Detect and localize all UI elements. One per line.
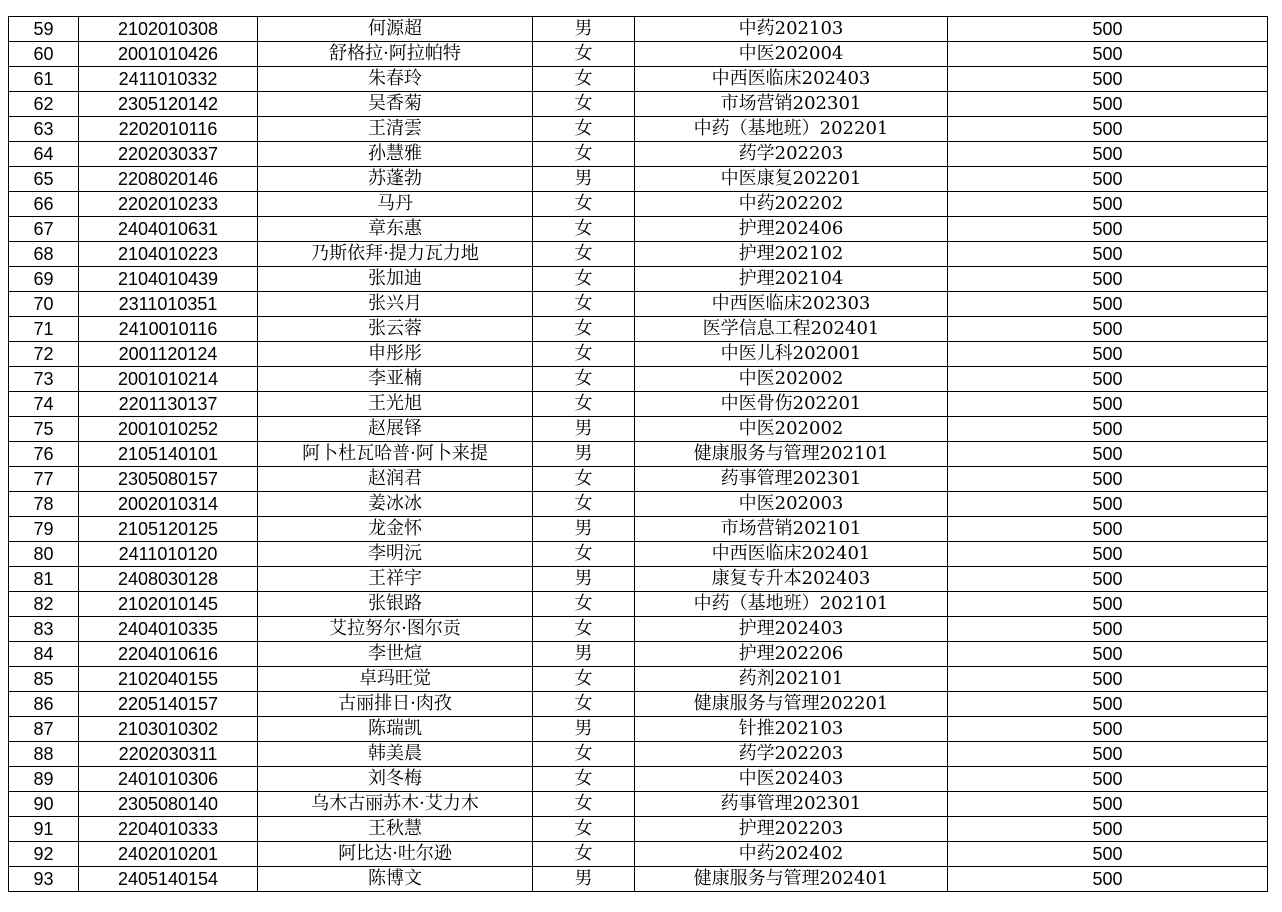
- gender-cell: 女: [533, 217, 635, 242]
- gender-cell: 女: [533, 692, 635, 717]
- amount-cell: 500: [948, 667, 1268, 692]
- gender-cell: 女: [533, 192, 635, 217]
- gender-cell: 女: [533, 367, 635, 392]
- student-id-cell: 2001010214: [79, 367, 258, 392]
- gender-cell: 女: [533, 617, 635, 642]
- row-number-cell: 80: [9, 542, 79, 567]
- student-name-cell: 马丹: [258, 192, 533, 217]
- student-name-cell: 阿卜杜瓦哈普·阿卜来提: [258, 442, 533, 467]
- student-id-cell: 2410010116: [79, 317, 258, 342]
- table-row: [9, 442, 1268, 467]
- amount-cell: 500: [948, 67, 1268, 92]
- student-id-cell: 2102010145: [79, 592, 258, 617]
- student-name-cell: 申彤彤: [258, 342, 533, 367]
- row-number-cell: 90: [9, 792, 79, 817]
- table-row: [9, 542, 1268, 567]
- class-cell: 护理202406: [635, 217, 948, 242]
- student-name-cell: 古丽排日·肉孜: [258, 692, 533, 717]
- row-number-cell: 70: [9, 292, 79, 317]
- table-row: [9, 767, 1268, 792]
- amount-cell: 500: [948, 542, 1268, 567]
- class-cell: 医学信息工程202401: [635, 317, 948, 342]
- row-number-cell: 61: [9, 67, 79, 92]
- row-number-cell: 78: [9, 492, 79, 517]
- amount-cell: 500: [948, 492, 1268, 517]
- amount-cell: 500: [948, 92, 1268, 117]
- student-name-cell: 朱春玲: [258, 67, 533, 92]
- table-row: [9, 842, 1268, 867]
- class-cell: 中医202002: [635, 367, 948, 392]
- student-name-cell: 陈瑞凯: [258, 717, 533, 742]
- amount-cell: 500: [948, 242, 1268, 267]
- amount-cell: 500: [948, 692, 1268, 717]
- gender-cell: 女: [533, 292, 635, 317]
- row-number-cell: 66: [9, 192, 79, 217]
- student-name-cell: 刘冬梅: [258, 767, 533, 792]
- table-row: [9, 417, 1268, 442]
- class-cell: 护理202104: [635, 267, 948, 292]
- student-name-cell: 乌木古丽苏木·艾力木: [258, 792, 533, 817]
- amount-cell: 500: [948, 467, 1268, 492]
- student-id-cell: 2202030311: [79, 742, 258, 767]
- table-row: [9, 642, 1268, 667]
- student-name-cell: 龙金怀: [258, 517, 533, 542]
- amount-cell: 500: [948, 792, 1268, 817]
- row-number-cell: 65: [9, 167, 79, 192]
- class-cell: 药剂202101: [635, 667, 948, 692]
- amount-cell: 500: [948, 567, 1268, 592]
- table-row: [9, 317, 1268, 342]
- table-row: [9, 267, 1268, 292]
- class-cell: 中药202103: [635, 17, 948, 42]
- gender-cell: 女: [533, 792, 635, 817]
- student-name-cell: 张银路: [258, 592, 533, 617]
- amount-cell: 500: [948, 392, 1268, 417]
- row-number-cell: 76: [9, 442, 79, 467]
- class-cell: 护理202203: [635, 817, 948, 842]
- row-number-cell: 86: [9, 692, 79, 717]
- table-row: [9, 117, 1268, 142]
- gender-cell: 女: [533, 67, 635, 92]
- amount-cell: 500: [948, 292, 1268, 317]
- student-name-cell: 何源超: [258, 17, 533, 42]
- student-name-cell: 王秋慧: [258, 817, 533, 842]
- gender-cell: 女: [533, 542, 635, 567]
- row-number-cell: 87: [9, 717, 79, 742]
- gender-cell: 女: [533, 117, 635, 142]
- row-number-cell: 68: [9, 242, 79, 267]
- student-name-cell: 张云蓉: [258, 317, 533, 342]
- class-cell: 中西医临床202403: [635, 67, 948, 92]
- gender-cell: 男: [533, 867, 635, 892]
- amount-cell: 500: [948, 42, 1268, 67]
- row-number-cell: 63: [9, 117, 79, 142]
- student-id-cell: 2105120125: [79, 517, 258, 542]
- gender-cell: 女: [533, 667, 635, 692]
- student-name-cell: 姜冰冰: [258, 492, 533, 517]
- amount-cell: 500: [948, 842, 1268, 867]
- student-name-cell: 王清雲: [258, 117, 533, 142]
- table-row: [9, 342, 1268, 367]
- amount-cell: 500: [948, 442, 1268, 467]
- student-id-cell: 2408030128: [79, 567, 258, 592]
- gender-cell: 女: [533, 317, 635, 342]
- class-cell: 中药202402: [635, 842, 948, 867]
- student-name-cell: 章东惠: [258, 217, 533, 242]
- row-number-cell: 73: [9, 367, 79, 392]
- class-cell: 健康服务与管理202401: [635, 867, 948, 892]
- student-id-cell: 2404010631: [79, 217, 258, 242]
- row-number-cell: 85: [9, 667, 79, 692]
- class-cell: 中药202202: [635, 192, 948, 217]
- row-number-cell: 89: [9, 767, 79, 792]
- student-name-cell: 陈博文: [258, 867, 533, 892]
- table-row: [9, 692, 1268, 717]
- gender-cell: 女: [533, 342, 635, 367]
- class-cell: 中医202004: [635, 42, 948, 67]
- class-cell: 中医202002: [635, 417, 948, 442]
- class-cell: 护理202102: [635, 242, 948, 267]
- class-cell: 中医202003: [635, 492, 948, 517]
- table-row: [9, 367, 1268, 392]
- student-id-cell: 2411010120: [79, 542, 258, 567]
- gender-cell: 女: [533, 267, 635, 292]
- amount-cell: 500: [948, 367, 1268, 392]
- student-name-cell: 李亚楠: [258, 367, 533, 392]
- amount-cell: 500: [948, 217, 1268, 242]
- amount-cell: 500: [948, 642, 1268, 667]
- gender-cell: 女: [533, 767, 635, 792]
- class-cell: 护理202206: [635, 642, 948, 667]
- row-number-cell: 69: [9, 267, 79, 292]
- class-cell: 针推202103: [635, 717, 948, 742]
- student-id-cell: 2102040155: [79, 667, 258, 692]
- amount-cell: 500: [948, 767, 1268, 792]
- row-number-cell: 77: [9, 467, 79, 492]
- table-row: [9, 592, 1268, 617]
- row-number-cell: 74: [9, 392, 79, 417]
- amount-cell: 500: [948, 167, 1268, 192]
- amount-cell: 500: [948, 417, 1268, 442]
- student-id-cell: 2204010333: [79, 817, 258, 842]
- student-id-cell: 2002010314: [79, 492, 258, 517]
- class-cell: 中西医临床202303: [635, 292, 948, 317]
- student-name-cell: 李世煊: [258, 642, 533, 667]
- table-row: [9, 242, 1268, 267]
- student-id-cell: 2311010351: [79, 292, 258, 317]
- gender-cell: 男: [533, 642, 635, 667]
- class-cell: 中医儿科202001: [635, 342, 948, 367]
- table-row: [9, 492, 1268, 517]
- student-id-cell: 2202030337: [79, 142, 258, 167]
- student-name-cell: 赵润君: [258, 467, 533, 492]
- row-number-cell: 75: [9, 417, 79, 442]
- amount-cell: 500: [948, 517, 1268, 542]
- gender-cell: 男: [533, 167, 635, 192]
- gender-cell: 女: [533, 742, 635, 767]
- row-number-cell: 88: [9, 742, 79, 767]
- row-number-cell: 92: [9, 842, 79, 867]
- table-row: [9, 817, 1268, 842]
- amount-cell: 500: [948, 192, 1268, 217]
- gender-cell: 女: [533, 142, 635, 167]
- row-number-cell: 59: [9, 17, 79, 42]
- student-id-cell: 2305080140: [79, 792, 258, 817]
- amount-cell: 500: [948, 317, 1268, 342]
- gender-cell: 男: [533, 442, 635, 467]
- row-number-cell: 83: [9, 617, 79, 642]
- table-row: [9, 217, 1268, 242]
- amount-cell: 500: [948, 617, 1268, 642]
- amount-cell: 500: [948, 142, 1268, 167]
- table-row: [9, 17, 1268, 42]
- student-id-cell: 2103010302: [79, 717, 258, 742]
- gender-cell: 男: [533, 517, 635, 542]
- spreadsheet-page: [8, 16, 1267, 892]
- class-cell: 药事管理202301: [635, 792, 948, 817]
- row-number-cell: 81: [9, 567, 79, 592]
- amount-cell: 500: [948, 867, 1268, 892]
- student-id-cell: 2201130137: [79, 392, 258, 417]
- table-row: [9, 567, 1268, 592]
- student-name-cell: 阿比达·吐尔逊: [258, 842, 533, 867]
- gender-cell: 女: [533, 592, 635, 617]
- student-name-cell: 艾拉努尔·图尔贡: [258, 617, 533, 642]
- student-id-cell: 2001010426: [79, 42, 258, 67]
- amount-cell: 500: [948, 17, 1268, 42]
- student-id-cell: 2204010616: [79, 642, 258, 667]
- student-id-cell: 2208020146: [79, 167, 258, 192]
- gender-cell: 女: [533, 242, 635, 267]
- table-row: [9, 167, 1268, 192]
- gender-cell: 男: [533, 17, 635, 42]
- table-row: [9, 667, 1268, 692]
- row-number-cell: 64: [9, 142, 79, 167]
- student-id-cell: 2402010201: [79, 842, 258, 867]
- gender-cell: 男: [533, 417, 635, 442]
- student-name-cell: 赵展铎: [258, 417, 533, 442]
- table-row: [9, 92, 1268, 117]
- table-row: [9, 617, 1268, 642]
- table-row: [9, 467, 1268, 492]
- student-name-cell: 孙慧雅: [258, 142, 533, 167]
- student-name-cell: 张加迪: [258, 267, 533, 292]
- table-row: [9, 867, 1268, 892]
- amount-cell: 500: [948, 717, 1268, 742]
- amount-cell: 500: [948, 817, 1268, 842]
- table-row: [9, 792, 1268, 817]
- gender-cell: 女: [533, 42, 635, 67]
- table-row: [9, 142, 1268, 167]
- amount-cell: 500: [948, 742, 1268, 767]
- student-name-cell: 王光旭: [258, 392, 533, 417]
- table-row: [9, 717, 1268, 742]
- student-name-cell: 李明沅: [258, 542, 533, 567]
- student-name-cell: 韩美晨: [258, 742, 533, 767]
- row-number-cell: 79: [9, 517, 79, 542]
- class-cell: 中医康复202201: [635, 167, 948, 192]
- student-name-cell: 舒格拉·阿拉帕特: [258, 42, 533, 67]
- student-roster-table: [8, 16, 1268, 892]
- student-id-cell: 2404010335: [79, 617, 258, 642]
- amount-cell: 500: [948, 342, 1268, 367]
- row-number-cell: 84: [9, 642, 79, 667]
- row-number-cell: 67: [9, 217, 79, 242]
- row-number-cell: 60: [9, 42, 79, 67]
- student-id-cell: 2001120124: [79, 342, 258, 367]
- gender-cell: 女: [533, 817, 635, 842]
- gender-cell: 女: [533, 842, 635, 867]
- class-cell: 中医202403: [635, 767, 948, 792]
- gender-cell: 女: [533, 492, 635, 517]
- table-row: [9, 392, 1268, 417]
- amount-cell: 500: [948, 592, 1268, 617]
- class-cell: 药事管理202301: [635, 467, 948, 492]
- row-number-cell: 62: [9, 92, 79, 117]
- student-name-cell: 王祥宇: [258, 567, 533, 592]
- gender-cell: 女: [533, 392, 635, 417]
- table-row: [9, 42, 1268, 67]
- class-cell: 药学202203: [635, 742, 948, 767]
- class-cell: 市场营销202101: [635, 517, 948, 542]
- class-cell: 中医骨伤202201: [635, 392, 948, 417]
- table-row: [9, 292, 1268, 317]
- student-id-cell: 2001010252: [79, 417, 258, 442]
- table-row: [9, 192, 1268, 217]
- class-cell: 康复专升本202403: [635, 567, 948, 592]
- student-id-cell: 2105140101: [79, 442, 258, 467]
- student-name-cell: 吴香菊: [258, 92, 533, 117]
- student-id-cell: 2102010308: [79, 17, 258, 42]
- row-number-cell: 71: [9, 317, 79, 342]
- student-id-cell: 2202010116: [79, 117, 258, 142]
- class-cell: 中药（基地班）202201: [635, 117, 948, 142]
- class-cell: 健康服务与管理202101: [635, 442, 948, 467]
- gender-cell: 女: [533, 92, 635, 117]
- student-id-cell: 2205140157: [79, 692, 258, 717]
- table-row: [9, 517, 1268, 542]
- gender-cell: 男: [533, 717, 635, 742]
- student-name-cell: 苏蓬勃: [258, 167, 533, 192]
- roster-body: [9, 17, 1268, 892]
- student-id-cell: 2104010223: [79, 242, 258, 267]
- class-cell: 中药（基地班）202101: [635, 592, 948, 617]
- class-cell: 药学202203: [635, 142, 948, 167]
- gender-cell: 男: [533, 567, 635, 592]
- student-id-cell: 2411010332: [79, 67, 258, 92]
- student-id-cell: 2202010233: [79, 192, 258, 217]
- gender-cell: 女: [533, 467, 635, 492]
- student-id-cell: 2104010439: [79, 267, 258, 292]
- student-id-cell: 2305080157: [79, 467, 258, 492]
- student-id-cell: 2305120142: [79, 92, 258, 117]
- class-cell: 健康服务与管理202201: [635, 692, 948, 717]
- table-row: [9, 742, 1268, 767]
- row-number-cell: 72: [9, 342, 79, 367]
- class-cell: 中西医临床202401: [635, 542, 948, 567]
- class-cell: 护理202403: [635, 617, 948, 642]
- amount-cell: 500: [948, 117, 1268, 142]
- amount-cell: 500: [948, 267, 1268, 292]
- row-number-cell: 91: [9, 817, 79, 842]
- student-name-cell: 张兴月: [258, 292, 533, 317]
- student-name-cell: 卓玛旺觉: [258, 667, 533, 692]
- row-number-cell: 82: [9, 592, 79, 617]
- student-id-cell: 2401010306: [79, 767, 258, 792]
- row-number-cell: 93: [9, 867, 79, 892]
- student-id-cell: 2405140154: [79, 867, 258, 892]
- table-row: [9, 67, 1268, 92]
- student-name-cell: 乃斯依拜·提力瓦力地: [258, 242, 533, 267]
- class-cell: 市场营销202301: [635, 92, 948, 117]
